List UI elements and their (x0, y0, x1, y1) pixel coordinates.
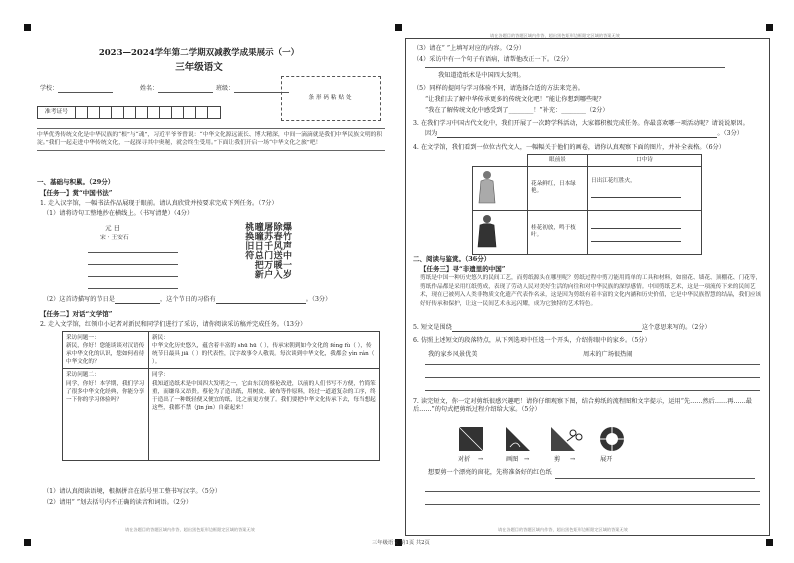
subject-title: 三年级语文 (175, 62, 223, 73)
registration-mark (395, 24, 402, 31)
copy-line[interactable] (88, 264, 178, 265)
poet-figure (473, 166, 528, 210)
poet-table (472, 154, 702, 255)
copy-line[interactable] (88, 276, 178, 277)
school-field[interactable] (40, 85, 113, 93)
fold-paper-icon (453, 425, 489, 453)
answer-line[interactable] (425, 504, 760, 505)
answer-line[interactable] (425, 390, 760, 391)
arrow-icon: → (478, 456, 484, 463)
answer-blank[interactable] (591, 222, 681, 229)
scene-cell: 桂花初放，鸣于枝叶。 (528, 210, 588, 254)
answer-blank[interactable] (452, 325, 642, 332)
ticket-label: 准考证号 (38, 107, 76, 118)
arrow-icon: → (570, 456, 576, 463)
step-label-3: 剪 (554, 456, 561, 463)
unfold-paper-icon (594, 425, 630, 453)
answer-line[interactable] (555, 478, 755, 479)
q7-tail: 想要剪一个漂亮的窗花，先将准备好的红色纸 (428, 469, 552, 476)
q3-score: 。（3分） (717, 130, 743, 137)
q7-text: 7. 读完短文，你一定对剪纸很感兴趣吧！请你仔细观察下图，结合剪纸的流程图和文字提示，运用“先……然后……再……最后……”的句式把剪纸过程介绍给大家。（5分） (413, 398, 752, 413)
q6-text: 6. 仿照上述短文的段落特点，从下列选项中任选一个开头，介绍你眼中的家乡。（5分） (413, 337, 651, 344)
q1-2-label: （2）这首诗描写的节日是 (43, 296, 115, 303)
header-poem: 口中诗 (588, 155, 702, 167)
school-label: 学校： (40, 85, 59, 92)
poem-cell (588, 210, 702, 254)
interview-question: 采访问题二： 同学，你好！本学期，我们学习了很多中华文化经典，你能分享一下你的学习体验吗？ (63, 369, 149, 461)
header-hint: 请在各题目的答题区域内作答，超出黑色矩形边框限定区域的答案无效 (490, 33, 620, 38)
task1-title: 【任务一】赏“中国书法” (40, 189, 113, 197)
calligraphy-artwork: 爆竹声中一岁除春风送暖入屠苏千门万户曈曈日总把新桃换旧符 (243, 222, 291, 279)
poet-figure-icon (476, 213, 498, 249)
registration-mark (24, 539, 31, 546)
papercut-steps (453, 425, 630, 453)
header-scene: 眼前景 (528, 155, 588, 167)
q5-row (413, 324, 711, 332)
copy-line[interactable] (88, 288, 178, 289)
q4-text: 4. 在文学馆，我们看到一位位古代文人，一幅幅关于他们的画卷，请你认真观察下面的图片，并补全表格。（6分） (413, 144, 725, 151)
class-label: 班级： (216, 85, 235, 92)
q6-option-2[interactable]: 周末的广场很热闹 (583, 351, 633, 358)
poet-figure-icon (476, 169, 498, 205)
task2-title: 【任务二】对话“文学馆” (40, 310, 113, 318)
q2-2-text: （2）请用“ ”划去括号内不正确的读音和词语。（2分） (43, 499, 193, 506)
step-label-2: 画图 (506, 456, 519, 463)
q1-1-text: （1）请将诗句工整地抄在横线上。（书写清楚）（4分） (43, 210, 194, 217)
q1-text: 1. 走入汉字馆，一幅书法作品展现于眼前。请认真欣赏并按要求完成下列任务。（7分） (40, 200, 278, 207)
name-field[interactable] (140, 85, 213, 93)
q5-tail: 这个意思来写的。（2分） (641, 324, 711, 331)
draw-pattern-icon (500, 425, 536, 453)
answer-blank[interactable] (115, 297, 160, 304)
class-field[interactable] (216, 85, 289, 93)
step-label-4: 展开 (600, 456, 613, 463)
q2-5-b: “我在了解传统文化中感受到了________！”补充：________（2分） (425, 107, 609, 114)
poem-cell (588, 166, 702, 210)
q1-2-score: 。（3分） (305, 296, 332, 303)
q3-answer-row (425, 130, 743, 138)
answer-blank[interactable] (591, 191, 681, 198)
answer-line[interactable] (425, 491, 760, 492)
q6-option-1[interactable]: 我的家乡风景优美 (428, 351, 478, 358)
registration-mark (24, 24, 31, 31)
copy-line[interactable] (88, 252, 178, 253)
answer-blank[interactable] (591, 235, 681, 242)
poem-author: 宋 · 王安石 (100, 235, 129, 241)
q1-2-tail: ，这个节日的习俗有 (160, 296, 216, 303)
registration-mark (766, 539, 773, 546)
footer-hint-right: 请在各题目的答题区域内作答，超出黑色矩形边框限定区域的答案无效 (498, 527, 628, 532)
ticket-number-grid[interactable] (37, 106, 221, 119)
q2-text: 2. 走入文学馆，红领巾小记者对新民和同学们进行了采访，请你阅读采访稿并完成任务。（13分） (40, 321, 307, 328)
page-number: 三年级语文 第1页 共2页 (372, 540, 430, 546)
answer-blank[interactable] (437, 131, 717, 138)
scissors-icon (547, 425, 583, 453)
q2-5-a: “让我们去了解中华传承更多的传统文化吧！”能让你想到哪些呢？ (425, 96, 605, 103)
q2-1-text: （1）请认真阅读语境，根据拼音在括号里工整书写汉字。（5分） (43, 488, 222, 495)
q2-4-text: （4）采访中有一个句子有语病，请帮他改正一下。（2分） (413, 56, 573, 63)
intro-paragraph: 中华优秀传统文化是中华民族的“根”与“魂”，习近平爷爷曾说：“中华文化源远流长、博大精深，中间一滴滴就是我们中华民族文明的积淀。”我们一起走进中华传统文化，一起探寻其中奥秘，就会终生受用。”下面让我们开启一场“中华文化之旅”吧！ (37, 128, 385, 151)
reading-passage: 剪纸是中国一种历史悠久的民间工艺，而剪纸源头在哪里呢？剪纸过程中剪刀能用简单的工具和材料，如窗花、墙花、顶棚花、门花等，剪纸作品都是采用红纸剪成，表现了劳动人民对美好生活的向往和对中华民族的深厚感情。中国剪纸艺术，这是一项流传下来的民间艺术，现在已被列入人类非物质文化遗产代表作名录，这是因为剪纸有着丰富的文化内涵和历史价值，它是中华民族智慧的结晶，我们应该好好传承和保护，让这一民间艺术永远闪耀，成为它独特的艺术特色。 (420, 275, 762, 307)
answer-line[interactable] (425, 67, 725, 68)
step-label-1: 对折 (458, 456, 471, 463)
arrow-icon: → (524, 456, 530, 463)
interview-answer: 新民： 中华文化历史悠久，蕴含着丰富的 shū hū（ ），传承宋朝到如今文化的 féng fù（ ），传统节日最具 jiā（ ）的代表性，汉字故事令人敬畏。每次谈到中华文化，我都会 yìn rán（ ）。 (149, 332, 380, 369)
answer-line[interactable] (425, 364, 760, 365)
answer-line[interactable] (425, 377, 760, 378)
poem-title: 元 日 (105, 224, 121, 232)
q1-2-text (43, 296, 331, 304)
exam-title: 2023—2024学年第二学期双减教学成果展示（一） (98, 48, 300, 58)
task3-title: 【任务三】寻“非遗里的中国” (420, 265, 506, 273)
footer-hint-left: 请在各题目的答题区域内作答，超出黑色矩形边框限定区域的答案无效 (125, 527, 255, 532)
section1-title: 一、基础与积累。（29分） (37, 178, 115, 186)
registration-mark (766, 24, 773, 31)
q2-4-example: 我知道造纸术是中国四大发明。 (438, 72, 525, 79)
scene-cell: 花朵鲜红，日本绿艳。 (528, 166, 588, 210)
q2-5-text: （5）同样的提问与学习体验不同，请选择合适的方法来完善。 (413, 85, 584, 92)
q3-text: 3. 在我们学习中国古代文化中，我们开展了一次跨学科活动，大家都积极完成任务。你最喜欢哪一项活动呢？请说说原因。 (413, 120, 749, 127)
barcode-area: 条形码粘贴处 (281, 76, 381, 121)
interview-question: 采访问题一： 新民，你好！您能谈谈对汉语传承中华文化的认识，您如何看待中华文化的？ (63, 332, 149, 369)
q2-3-text: （3）请在“ ”上填写对应的内容。（2分） (413, 45, 526, 52)
section2-title: 二、阅读与鉴赏。（36分） (413, 255, 491, 263)
interview-table (62, 331, 380, 461)
poem-line: 日出江花红胜火， (591, 178, 636, 185)
poet-figure (473, 210, 528, 254)
q3-reason-label: 因为 (425, 130, 438, 137)
interview-answer: 同学： 我知道造纸术是中国四大发明之一，它由东汉的蔡伦改进，以前的人们书写不方便，竹简笨重，而缣帛又昂贵。蔡伦为了造出纸，用树皮、破布等作原料，经过一道道复杂的工序，终于造出了一种既轻便又便宜的纸，比之前更方便了。我们要把中华文化传承下去，每当想起这些，我都不禁（jīn jìn）自豪起来！ (149, 369, 380, 461)
q5-label: 5. 短文是围绕 (413, 324, 452, 331)
answer-blank[interactable] (216, 297, 306, 304)
name-label: 姓名： (140, 85, 159, 92)
